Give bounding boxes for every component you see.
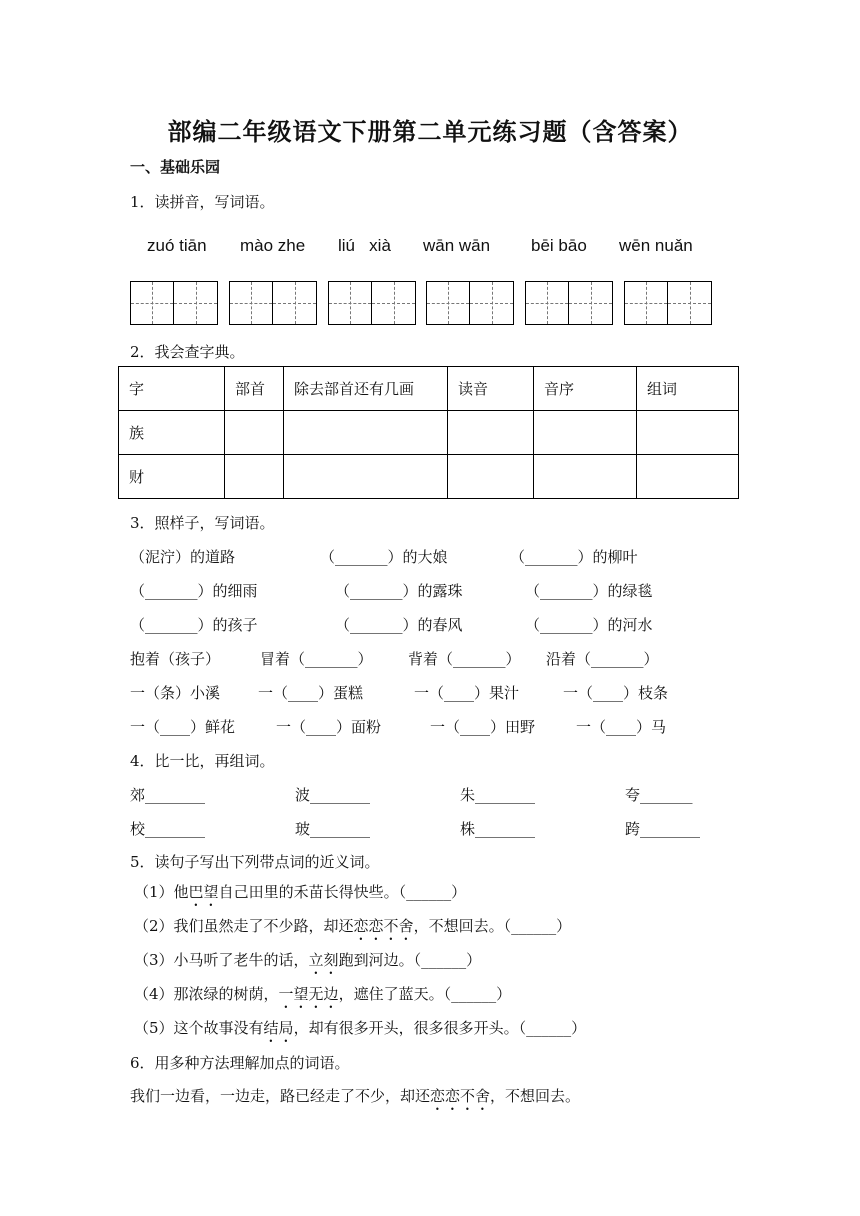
q3-item: （_______）的春风 [335, 616, 463, 634]
question-4-prompt: 4．比一比，再组词。 [130, 752, 275, 770]
q5-text: （4）那浓绿的树荫， [134, 985, 279, 1003]
q5-text: （1）他 [134, 883, 189, 901]
q3-item: 一（条）小溪 [130, 684, 221, 702]
answer-cell[interactable] [534, 411, 637, 455]
answer-cell[interactable] [637, 455, 739, 499]
q4-item: 朱________ [460, 786, 536, 804]
q3-item: 冒着（_______） [260, 650, 373, 668]
q4-item: 玻________ [295, 820, 371, 838]
q5-text: ，却有很多开头，很多很多开头。（______） [293, 1019, 587, 1037]
writing-grid-6[interactable] [624, 281, 712, 325]
answer-cell[interactable] [637, 411, 739, 455]
table-header-row [119, 367, 739, 411]
q5-item-5 [134, 1017, 586, 1046]
pinyin-6: wēn nuǎn [619, 236, 693, 255]
dotted-word: 一望无边 [278, 985, 339, 1003]
question-3-prompt: 3．照样子，写词语。 [130, 514, 275, 532]
pinyin-1: zuó tiān [147, 236, 207, 255]
q3-item: 沿着（_______） [546, 650, 659, 668]
dotted-word: 巴望 [188, 883, 219, 901]
writing-grid-1[interactable] [130, 281, 218, 325]
q3-item: 抱着（孩子） [130, 650, 221, 668]
dotted-word: 恋恋不舍 [430, 1087, 491, 1105]
q5-text: ，遮住了蓝天。（______） [338, 985, 512, 1003]
q3-item: （_______）的柳叶 [510, 548, 638, 566]
header-index: 音序 [534, 367, 637, 411]
q5-text: 跑到河边。（______） [338, 951, 482, 969]
pinyin-2: mào zhe [240, 236, 306, 255]
q3-item: （_______）的大娘 [320, 548, 448, 566]
q5-item-4 [134, 983, 511, 1012]
table-row [119, 455, 739, 499]
dotted-word: 立刻 [308, 951, 339, 969]
q5-text: ，不想回去。（______） [413, 917, 572, 935]
q3-item: （_______）的河水 [525, 616, 653, 634]
answer-cell[interactable] [448, 411, 534, 455]
q3-item: 一（____）蛋糕 [258, 684, 364, 702]
answer-cell[interactable] [225, 455, 284, 499]
row-char: 族 [119, 411, 225, 455]
section-heading: 一、基础乐园 [130, 158, 221, 176]
pinyin-4: wān wān [423, 236, 491, 255]
pinyin-5: bēi bāo [531, 236, 587, 255]
dotted-word: 恋恋不舍 [353, 917, 414, 935]
answer-cell[interactable] [225, 411, 284, 455]
header-radical: 部首 [225, 367, 284, 411]
question-1-prompt: 1．读拼音，写词语。 [130, 193, 275, 211]
writing-grid-3[interactable] [328, 281, 416, 325]
q3-item: 一（____）马 [576, 718, 667, 736]
answer-cell[interactable] [534, 455, 637, 499]
q3-item: 一（____）田野 [430, 718, 536, 736]
question-2-prompt: 2．我会查字典。 [130, 343, 245, 361]
q5-item-1 [134, 881, 466, 910]
q5-text: （2）我们虽然走了不少路，却还 [134, 917, 354, 935]
q4-item: 夸_______ [625, 786, 693, 804]
q4-item: 跨________ [625, 820, 701, 838]
q6-sentence [130, 1085, 580, 1114]
q3-item: 背着（_______） [408, 650, 521, 668]
dotted-word: 结局 [263, 1019, 294, 1037]
dictionary-table [118, 366, 739, 499]
q3-item: 一（____）面粉 [276, 718, 382, 736]
q5-item-2 [134, 915, 571, 944]
row-char: 财 [119, 455, 225, 499]
writing-grid-2[interactable] [229, 281, 317, 325]
header-strokes: 除去部首还有几画 [284, 367, 448, 411]
question-6-prompt: 6．用多种方法理解加点的词语。 [130, 1054, 350, 1072]
q4-item: 株________ [460, 820, 536, 838]
q3-item: （_______）的绿毯 [525, 582, 653, 600]
answer-cell[interactable] [284, 455, 448, 499]
q6-text: ，不想回去。 [490, 1087, 581, 1105]
q4-item: 校________ [130, 820, 206, 838]
q5-text: （5）这个故事没有 [134, 1019, 264, 1037]
question-5-prompt: 5．读句子写出下列带点词的近义词。 [130, 853, 380, 871]
q3-item: （_______）的细雨 [130, 582, 258, 600]
q3-item: 一（____）鲜花 [130, 718, 236, 736]
q3-item: 一（____）枝条 [563, 684, 669, 702]
q6-text: 我们一边看，一边走，路已经走了不少，却还 [130, 1087, 431, 1105]
header-char: 字 [119, 367, 225, 411]
q3-item: （_______）的露珠 [335, 582, 463, 600]
q4-item: 郊________ [130, 786, 206, 804]
answer-cell[interactable] [448, 455, 534, 499]
q5-text: （3）小马听了老牛的话， [134, 951, 309, 969]
q4-item: 波________ [295, 786, 371, 804]
q3-item: （泥泞）的道路 [130, 548, 236, 566]
pinyin-3: liú xià [338, 236, 391, 255]
writing-grid-4[interactable] [426, 281, 514, 325]
q3-item: （_______）的孩子 [130, 616, 258, 634]
page-title: 部编二年级语文下册第二单元练习题（含答案） [167, 117, 693, 146]
header-words: 组词 [637, 367, 739, 411]
q3-item: 一（____）果汁 [414, 684, 520, 702]
writing-grid-5[interactable] [525, 281, 613, 325]
table-row [119, 411, 739, 455]
header-pronunciation: 读音 [448, 367, 534, 411]
q5-text: 自己田里的禾苗长得快些。（______） [218, 883, 467, 901]
answer-cell[interactable] [284, 411, 448, 455]
q5-item-3 [134, 949, 481, 978]
